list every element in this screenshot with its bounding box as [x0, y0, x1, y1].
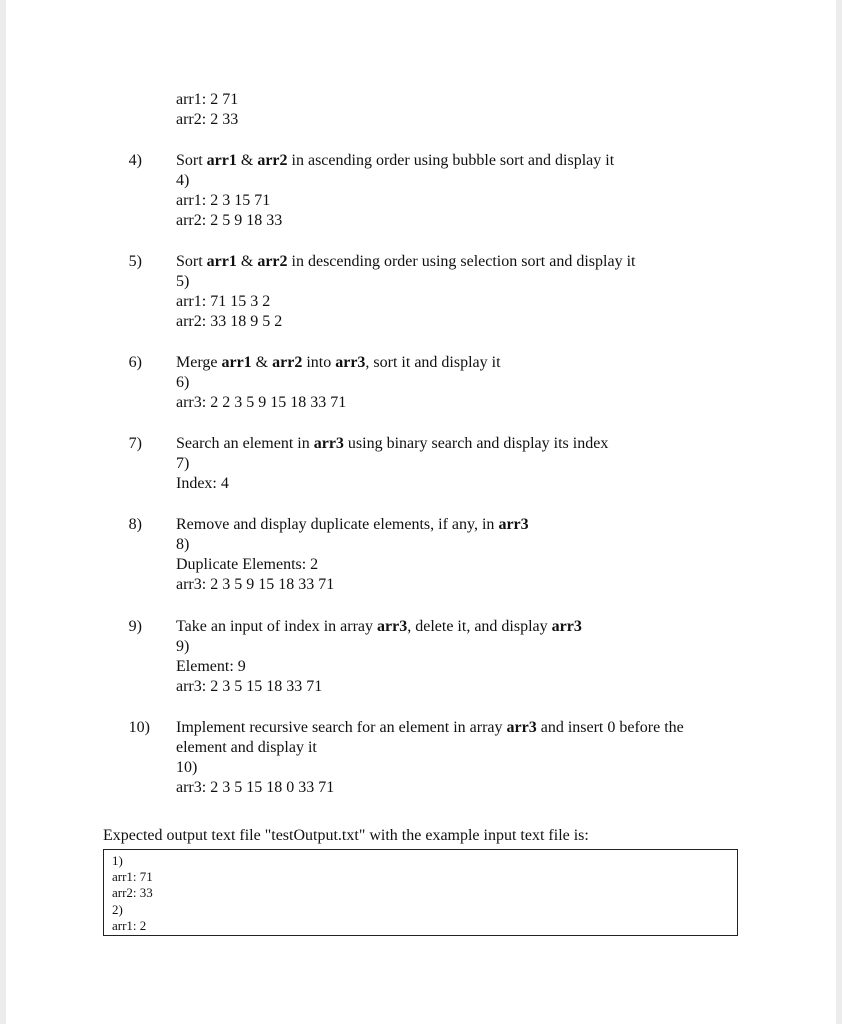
output-line: arr1: 2 [112, 918, 147, 933]
answer-label: 8) [176, 536, 190, 553]
expected-output-box [103, 849, 738, 936]
item-number: 9) [128, 618, 142, 635]
answer-line: arr3: 2 3 5 15 18 33 71 [176, 678, 323, 695]
answer-line: arr3: 2 3 5 9 15 18 33 71 [176, 576, 335, 593]
output-line: 2) [112, 902, 123, 917]
answer-label: 10) [176, 759, 198, 776]
answer-line: arr2: 2 5 9 18 33 [176, 212, 283, 229]
item-title: Take an input of index in array arr3, delete it, and display arr3 [176, 618, 582, 635]
answer-label: 7) [176, 455, 190, 472]
item-title: Sort arr1 & arr2 in descending order using selection sort and display it [176, 253, 636, 270]
answer-line: arr1: 2 3 15 71 [176, 192, 271, 209]
answer-label: 9) [176, 638, 190, 655]
item-number: 10) [128, 719, 150, 736]
output-line: arr1: 71 [112, 869, 153, 884]
answer-line: arr2: 33 18 9 5 2 [176, 313, 283, 330]
answer-line: Index: 4 [176, 475, 229, 492]
output-line: arr2: 33 [112, 885, 153, 900]
item-number: 6) [128, 354, 142, 371]
answer-line: Duplicate Elements: 2 [176, 556, 319, 573]
answer-label: 6) [176, 374, 190, 391]
document-page [6, 0, 836, 1024]
answer-line: arr3: 2 2 3 5 9 15 18 33 71 [176, 394, 347, 411]
item-number: 5) [128, 253, 142, 270]
item-number: 7) [128, 435, 142, 452]
top-arr2-line: arr2: 2 33 [176, 111, 239, 128]
answer-line: Element: 9 [176, 658, 246, 675]
output-line: 1) [112, 853, 123, 868]
item-title: Remove and display duplicate elements, if any, in arr3 [176, 516, 529, 533]
item-title: Merge arr1 & arr2 into arr3, sort it and display it [176, 354, 501, 371]
top-arr1-line: arr1: 2 71 [176, 91, 239, 108]
answer-label: 5) [176, 273, 190, 290]
item-number: 8) [128, 516, 142, 533]
item-title: Sort arr1 & arr2 in ascending order using bubble sort and display it [176, 152, 615, 169]
expected-output-heading: Expected output text file "testOutput.txt" with the example input text file is: [103, 827, 589, 844]
item-title: Implement recursive search for an element in array arr3 and insert 0 before the [176, 719, 684, 736]
answer-label: 4) [176, 172, 190, 189]
item-title-continued: element and display it [176, 739, 317, 756]
item-number: 4) [128, 152, 142, 169]
item-title: Search an element in arr3 using binary search and display its index [176, 435, 609, 452]
answer-line: arr3: 2 3 5 15 18 0 33 71 [176, 779, 335, 796]
answer-line: arr1: 71 15 3 2 [176, 293, 271, 310]
